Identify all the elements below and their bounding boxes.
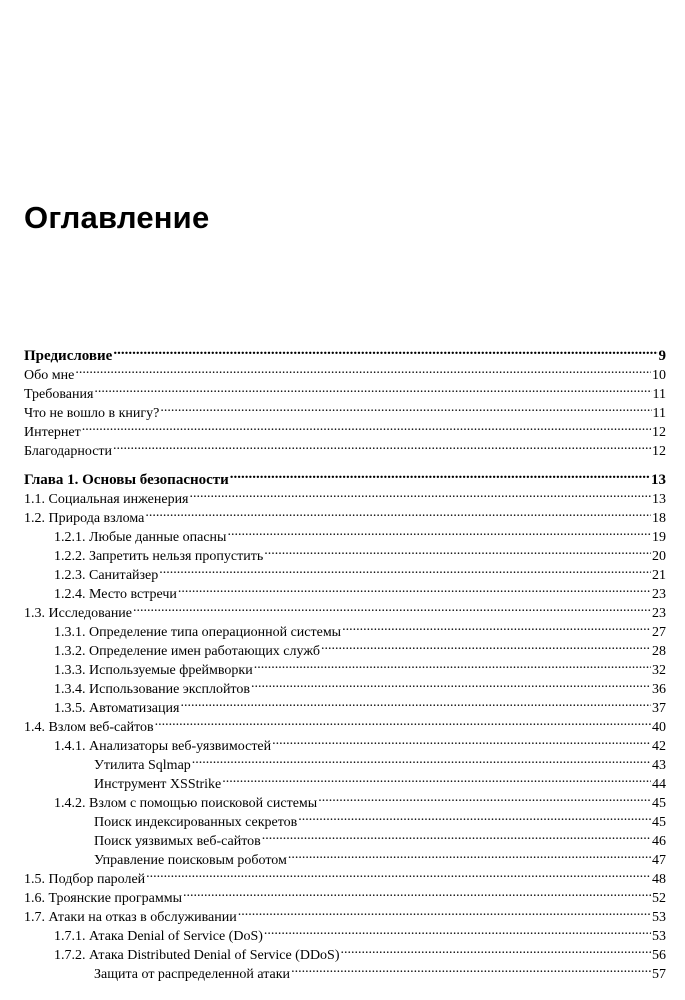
dot-leader (133, 598, 651, 617)
toc-entry-title: 1.3. Исследование (24, 606, 133, 621)
toc-entry-page-number: 13 (652, 492, 666, 507)
toc-entry[interactable] (24, 465, 666, 488)
dot-leader (145, 503, 651, 522)
dot-leader (321, 636, 651, 655)
toc-entry-page-number: 42 (652, 739, 666, 754)
toc-entry-title: 1.2.1. Любые данные опасны (54, 530, 227, 545)
dot-leader (341, 940, 651, 959)
toc-entry-page-number: 46 (652, 834, 666, 849)
dot-leader (262, 826, 651, 845)
toc-entry-title: 1.7.2. Атака Distributed Denial of Service (DDoS) (54, 948, 340, 963)
dot-leader (318, 788, 651, 807)
toc-entry-title: Требования (24, 387, 94, 402)
dot-leader (190, 484, 652, 503)
dot-leader (264, 541, 651, 560)
toc-entry-page-number: 40 (652, 720, 666, 735)
toc-entry-page-number: 20 (652, 549, 666, 564)
toc-entry-title: 1.4.1. Анализаторы веб-уязвимостей (54, 739, 272, 754)
toc-entry-page-number: 37 (652, 701, 666, 716)
toc-entry-page-number: 10 (652, 368, 666, 383)
dot-leader (264, 921, 651, 940)
toc-entry-title: 1.7. Атаки на отказ в обслуживании (24, 910, 237, 925)
toc-entry-page-number: 44 (652, 777, 666, 792)
toc-entry-page-number: 43 (652, 758, 666, 773)
toc-entry-page-number: 53 (652, 929, 666, 944)
toc-entry-title: 1.1. Социальная инженерия (24, 492, 189, 507)
toc-entry-title: Предисловие (24, 348, 113, 364)
toc-entry-title: 1.2.2. Запретить нельзя пропустить (54, 549, 264, 564)
toc-entry-page-number: 52 (652, 891, 666, 906)
toc-entry-page-number: 23 (652, 606, 666, 621)
dot-leader (291, 959, 651, 978)
toc-entry-title: 1.2.4. Место встречи (54, 587, 177, 602)
dot-leader (288, 845, 651, 864)
dot-leader (178, 579, 651, 598)
toc-entry-page-number: 28 (652, 644, 666, 659)
toc-entry-title: 1.3.5. Автоматизация (54, 701, 180, 716)
toc-entry-title: Интернет (24, 425, 81, 440)
toc-entry-page-number: 53 (652, 910, 666, 925)
toc-entry-page-number: 57 (652, 967, 666, 982)
toc-entry-title: Благодарности (24, 444, 113, 459)
toc-entry[interactable] (24, 398, 666, 421)
toc-entry[interactable] (24, 360, 666, 383)
dot-leader (238, 902, 651, 921)
dot-leader (192, 750, 651, 769)
toc-entry-title: Утилита Sqlmap (94, 758, 191, 773)
toc-entry-page-number: 45 (652, 815, 666, 830)
toc-entry-page-number: 23 (652, 587, 666, 602)
toc-entry-title: 1.4. Взлом веб-сайтов (24, 720, 154, 735)
toc-entry-page-number: 36 (652, 682, 666, 697)
toc-entry-title: 1.7.1. Атака Denial of Service (DoS) (54, 929, 263, 944)
dot-leader (222, 769, 651, 788)
toc-entry[interactable] (24, 417, 666, 440)
toc-entry-page-number: 12 (652, 425, 666, 440)
toc-entry-page-number: 19 (652, 530, 666, 545)
toc-entry-page-number: 48 (652, 872, 666, 887)
toc-entry-title: 1.5. Подбор паролей (24, 872, 146, 887)
toc-entry-page-number: 9 (658, 348, 666, 364)
toc-entry-title: 1.6. Троянские программы (24, 891, 182, 906)
toc-entry-page-number: 11 (652, 387, 666, 402)
toc-entry-page-number: 21 (652, 568, 666, 583)
toc-entry-page-number: 45 (652, 796, 666, 811)
toc-entry-title: 1.3.2. Определение имен работающих служб (54, 644, 320, 659)
toc-entry-page-number: 32 (652, 663, 666, 678)
toc-entry-title: 1.3.4. Использование эксплойтов (54, 682, 250, 697)
dot-leader (155, 712, 651, 731)
toc-entry[interactable] (24, 341, 666, 364)
toc-entry-title: 1.3.3. Используемые фреймворки (54, 663, 253, 678)
dot-leader (180, 693, 651, 712)
dot-leader (159, 560, 651, 579)
dot-leader (113, 436, 651, 455)
dot-leader (183, 883, 651, 902)
toc-entry-page-number: 11 (652, 406, 666, 421)
toc-entry-title: Глава 1. Основы безопасности (24, 472, 229, 488)
toc-entry-title: Инструмент XSStrike (94, 777, 222, 792)
toc-entry-page-number: 12 (652, 444, 666, 459)
toc-entry[interactable] (24, 379, 666, 402)
toc-entry-title: 1.2. Природа взлома (24, 511, 145, 526)
toc-entry-page-number: 27 (652, 625, 666, 640)
toc-entry-title: Управление поисковым роботом (94, 853, 287, 868)
dot-leader (227, 522, 651, 541)
dot-leader (298, 807, 651, 826)
toc-entry-title: Поиск уязвимых веб-сайтов (94, 834, 261, 849)
dot-leader (230, 465, 650, 484)
toc-entry-title: Обо мне (24, 368, 75, 383)
toc-entry-page-number: 18 (652, 511, 666, 526)
dot-leader (146, 864, 651, 883)
toc-entry-title: Что не вошло в книгу? (24, 406, 160, 421)
toc-entry-page-number: 56 (652, 948, 666, 963)
page-title: Оглавление (24, 200, 210, 235)
dot-leader (75, 360, 651, 379)
dot-leader (254, 655, 651, 674)
dot-leader (342, 617, 651, 636)
dot-leader (272, 731, 651, 750)
toc-entry-title: Защита от распределенной атаки (94, 967, 291, 982)
table-of-contents (24, 341, 666, 982)
toc-entry-title: 1.4.2. Взлом с помощью поисковой системы (54, 796, 318, 811)
dot-leader (113, 341, 657, 360)
toc-entry-page-number: 13 (651, 472, 666, 488)
toc-entry-title: 1.3.1. Определение типа операционной системы (54, 625, 342, 640)
toc-entry-title: Поиск индексированных секретов (94, 815, 298, 830)
dot-leader (94, 379, 651, 398)
dot-leader (251, 674, 651, 693)
toc-entry-title: 1.2.3. Санитайзер (54, 568, 159, 583)
dot-leader (82, 417, 651, 436)
toc-entry-page-number: 47 (652, 853, 666, 868)
dot-leader (160, 398, 651, 417)
toc-entry[interactable] (24, 436, 666, 459)
